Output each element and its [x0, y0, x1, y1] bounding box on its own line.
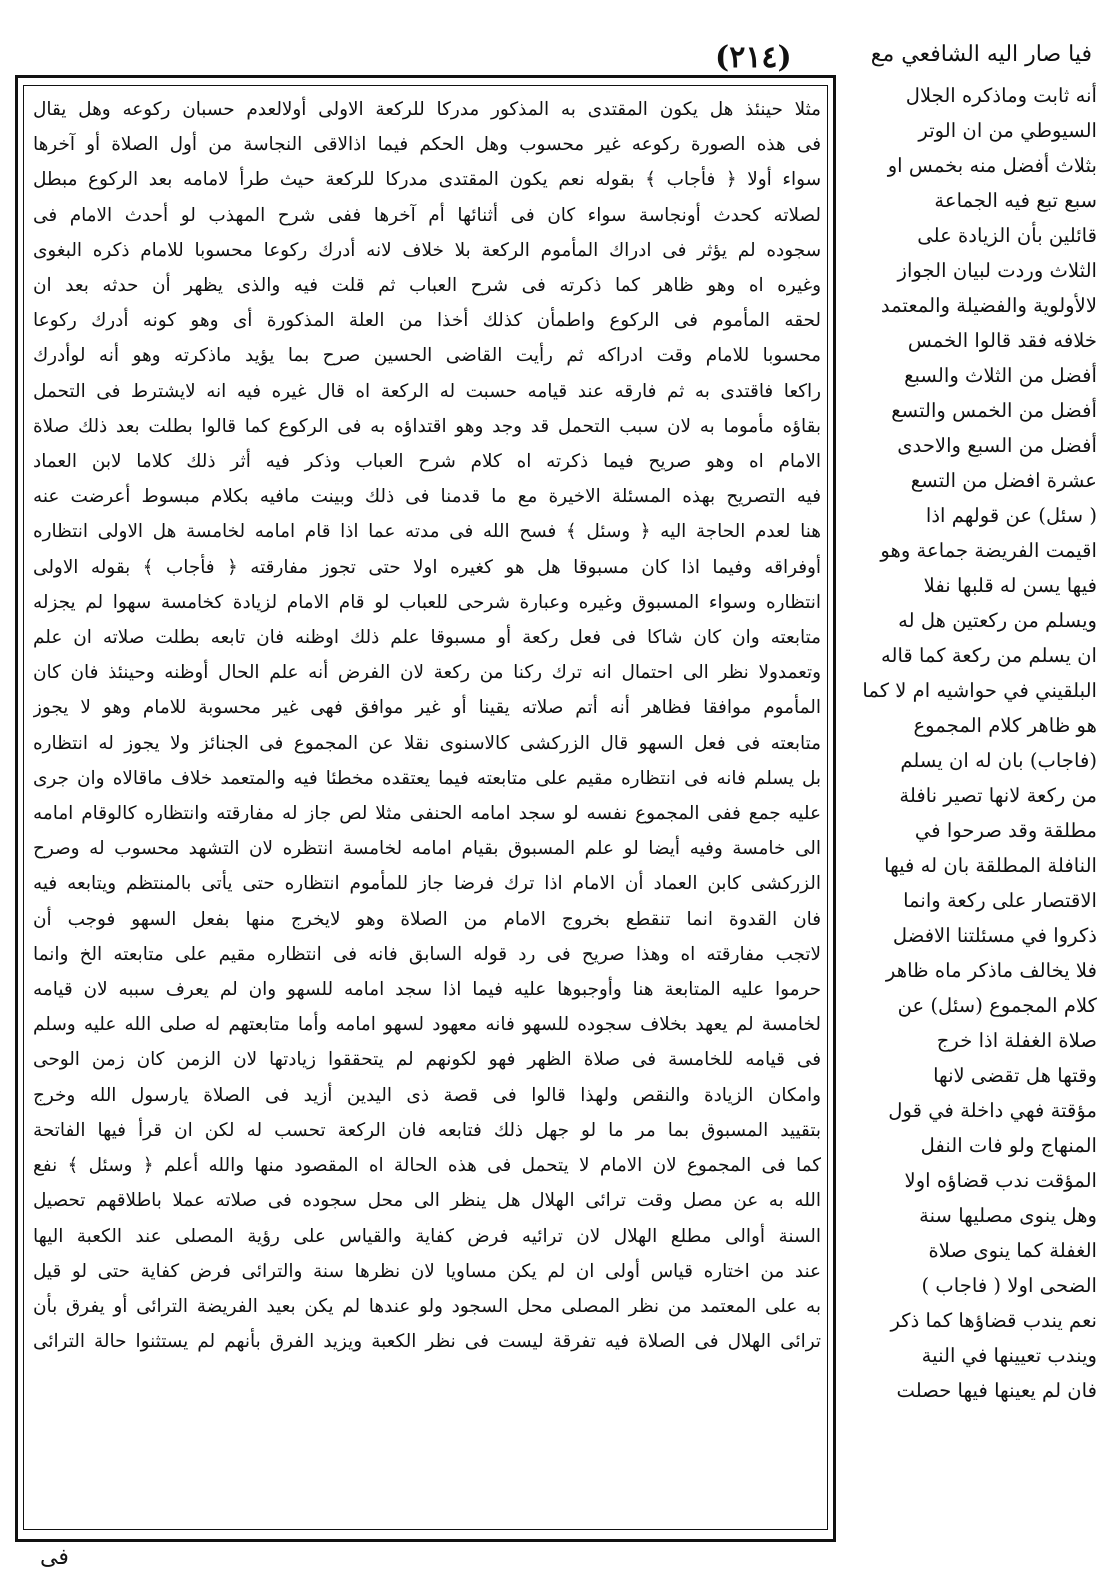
side-column-line: هو ظاهر كلام المجموع	[913, 714, 1097, 737]
side-column-line: أفضل من الثلاث والسبع	[904, 364, 1097, 387]
main-text-line: فان القدوة انما تنقطع بخروج الامام من الصلاة وهو لايخرج منها بفعل السهو فوجب أن	[33, 908, 821, 930]
side-column-line: فان لم يعينها فيها حصلت	[896, 1379, 1097, 1402]
side-column-line: فلا يخالف ماذكر ماه ظاهر	[885, 959, 1097, 982]
side-column-line: أفضل من السبع والاحدى	[897, 434, 1097, 457]
side-column-line: أنه ثابت وماذكره الجلال	[905, 84, 1097, 107]
side-column-line: الاقتصار على ركعة وانما	[903, 889, 1097, 912]
side-column-line: ( سئل) عن قولهم اذا	[925, 504, 1097, 527]
main-text-line: محسوبا للامام وقت ادراكه ثم رأيت القاضى الحسين صرح بما يؤيد ماذكرته وهو أنه لوأدرك	[33, 345, 821, 367]
main-text-line: انتظاره وسواء المسبوق وغيره وعبارة شرحى للعباب لو قام الامام لزيادة كخامسة سهوا لم يجزله	[33, 591, 821, 613]
main-text-line: سجوده لم يؤثر فى ادراك المأموم الركعة بلا خلاف لانه أدرك ركوعا محسوبا للامام ذكره البغوى	[33, 239, 821, 261]
side-column-line: فيها يسن له قلبها نفلا	[923, 574, 1097, 597]
main-text-line: أوفراقه وفيما اذا كان مسبوقا هل هو كغيره اولا حتى تجوز مفارقته ﴿ فأجاب ﴾ بقوله الاولى	[33, 556, 821, 578]
main-text-line: عند من اختاره قياس أولى ان لم يكن مساويا لان نظرها سنة والترائى فرض كفاية حتى لو قيل	[33, 1260, 821, 1282]
side-column-line: نعم يندب قضاؤها كما ذكر	[890, 1309, 1097, 1332]
side-column-line: السيوطي من ان الوتر	[918, 119, 1097, 142]
main-text-line: وتعمدولا نظر الى احتمال انه ترك ركنا من ركعة لان الفرض أنه علم الحال أوظنه وحينئذ فان كان	[33, 662, 821, 684]
side-column-line: وهل ينوى مصليها سنة	[919, 1204, 1097, 1227]
main-text-line: وغيره اه وهو ظاهر كما ذكرته فى شرح العباب ثم قلت فيه والذى يظهر أن حدثه بعد ان	[33, 275, 821, 297]
main-text-line: سواء أولا ﴿ فأجاب ﴾ بقوله نعم يكون المقتدى مدركا للركعة حيث طرأ لامامه بعد الركوع مبطل	[33, 169, 821, 191]
side-column-line: عشرة افضل من التسع	[910, 469, 1097, 492]
margin-header: فيا صار اليه الشافعي مع	[870, 42, 1092, 67]
main-text-line: لصلاته كحدث أونجاسة سواء كان فى أثنائها أم آخرها ففى شرح المهذب لو أحدث الامام فى	[33, 204, 821, 226]
main-text-line: متابعته فى فعل السهو قال الزركشى كالاسنوى نقلا عن المجموع فى الجنائز ولا يجوز له انتظاره	[33, 732, 821, 754]
side-column-line: ويسلم من ركعتين هل له	[898, 609, 1097, 632]
main-text-line: مثلا حينئذ هل يكون المقتدى به المذكور مدركا للركعة الاولى أولالعدم حسبان ركوعه وهل يقال	[33, 99, 821, 120]
side-column-line: كلام المجموع (سئل) عن	[897, 994, 1097, 1017]
side-column-line: مؤقتة فهي داخلة في قول	[888, 1099, 1097, 1122]
side-column-line: صلاة الغفلة اذا خرج	[936, 1029, 1097, 1052]
side-column-line: قائلين بأن الزيادة على	[917, 224, 1097, 247]
side-commentary-column	[842, 78, 1097, 1523]
main-text-line: كما فى المجموع لان الامام لا يتحمل فى هذه الحالة اه المقصود منها والله أعلم ﴿ وسئل ﴾ نفع	[33, 1155, 821, 1177]
catchword: فى	[40, 1545, 69, 1570]
side-column-line: لالأولوية والفضيلة والمعتمد	[880, 294, 1097, 317]
main-text-line: راكعا فاقتدى به ثم فارقه عند قيامه حسبت له الركعة اه قال غيره فيه انه لايشترط فى التحمل	[33, 380, 821, 402]
main-text-line: فى قيامه للخامسة فى صلاة الظهر فهو لكونهم لم يتحققوا زيادتها لان الزمن كان زمن الوحى	[33, 1049, 821, 1071]
main-text-line: لاتجب مفارقته اه وهذا صريح فى رد قوله السابق فانه فى انتظاره مقيم على متابعته الخ وانما	[33, 943, 821, 965]
side-column-line: النافلة المطلقة بان له فيها	[884, 854, 1097, 877]
side-column-line: اقيمت الفريضة جماعة وهو	[880, 539, 1097, 562]
main-text-line: بل يسلم فانه فى انتظاره مقيم على متابعته فيما يعتقده مخطئا فيه والمتعمد خلاف ماقالاه وان جرى	[33, 767, 821, 789]
main-text-line: ترائى الهلال فى الصلاة فيه تفرقة ليست فى نظر الكعبة ويزيد الفرق بأنهم لم يستثنوا حالة الترائى	[33, 1331, 821, 1353]
main-text-line: الامام اه وهو صريح فيما ذكرته اه كلام شرح العباب وذكر فيه أثر ذلك كلاما لابن العماد	[33, 451, 821, 473]
main-text-block	[33, 92, 821, 1527]
side-column-line: ويندب تعيينها في النية	[921, 1344, 1097, 1367]
side-column-line: مطلقة وقد صرحوا في	[914, 819, 1097, 842]
side-column-line: ذكروا في مسئلتنا الافضل	[892, 924, 1097, 947]
main-text-line: المأموم موافقا فظاهر أنه أتم صلاته يقينا أو غير موافق فهى غير محسوبة للامام وهو لا يجوز	[33, 697, 821, 719]
main-text-line: فيه التصريح بهذه المسئلة الاخيرة مع ما قدمنا فى ذلك وبينت مافيه بكلام مبسوط أعرضت عنه	[33, 486, 821, 508]
main-text-line: حرموا عليه المتابعة هنا وأوجبوها عليه فيما اذا سجد امامه للسهو وان لم يعرف سببه لان قيامه	[33, 979, 821, 1001]
side-column-line: الضحى اولا ( فاجاب )	[921, 1274, 1097, 1297]
side-column-line: المنهاج ولو فات النفل	[920, 1134, 1097, 1157]
side-column-line: أفضل من الخمس والتسع	[891, 399, 1097, 422]
main-text-line: متابعته وان كان شاكا فى فعل ركعة أو مسبوقا علم ذلك اوظنه فان تابعه بطلت صلاته ان علم	[33, 627, 821, 649]
side-column-line: الثلاث وردت لبيان الجواز	[897, 259, 1097, 282]
main-text-line: السنة أوالى مطلع الهلال لان ترائيه فرض كفاية والقياس على رؤية المصلى عند الكعبة اليها	[33, 1225, 821, 1247]
side-column-line: خلافه فقد قالوا الخمس	[907, 329, 1097, 352]
side-column-line: من ركعة لانها تصير نافلة	[899, 784, 1097, 807]
main-text-line: هنا لعدم الحاجة اليه ﴿ وسئل ﴾ فسح الله فى مدته عما اذا قام امامه لخامسة هل الاولى انتظاره	[33, 521, 821, 543]
main-text-line: الزركشى كابن العماد أن الامام اذا ترك فرضا جاز للمأموم انتظاره حتى يأتى بالمنتظم ويتابعه فيه	[33, 873, 821, 895]
main-text-line: فى هذه الصورة ركوعه غير محسوب وهل الحكم فيما اذالاقى النجاسة من أول الصلاة أو آخرها	[33, 134, 821, 156]
main-text-line: بقاؤه مأموما به لان سبب التحمل قد وجد وهو اقتداؤه به فى الركوع كما قالوا بطلت بعد ذلك صلاة	[33, 415, 821, 437]
main-text-line: لحقه المأموم فى الركوع واطمأن كذلك أخذا من العلة المذكورة أى وهو كونه أدرك ركوعا	[33, 310, 821, 332]
side-column-line: البلقيني في حواشيه ام لا كما	[862, 679, 1097, 702]
main-text-line: به على المعتمد من نظر المصلى محل السجود ولو عندها لم يكن بعيد الفريضة الترائى أو يفرق بأن	[33, 1295, 821, 1317]
main-text-line: الى خامسة وفيه أيضا لو علم المسبوق بقيام امامه لخامسة انتظره لان التشهد محسوب له وصرح	[33, 838, 821, 860]
main-text-line: وامكان الزيادة والنقص ولهذا قالوا فى قصة ذى اليدين أزيد فى الصلاة يارسول الله وخرج	[33, 1084, 821, 1106]
side-column-line: الغفلة كما ينوى صلاة	[928, 1239, 1097, 1262]
side-column-line: (فاجاب) بان له ان يسلم	[900, 749, 1097, 772]
side-column-line: ان يسلم من ركعة كما قاله	[880, 644, 1097, 667]
side-column-line: سبع تبع فيه الجماعة	[934, 189, 1097, 212]
main-text-line: الله به عن مصل وقت ترائى الهلال هل ينظر الى محل سجوده فى صلاته عملا باطلاقهم تحصيل	[33, 1190, 821, 1212]
side-column-line: المؤقت ندب قضاؤه اولا	[904, 1169, 1097, 1192]
main-text-line: عليه جمع ففى المجموع نفسه لو سجد امامه الحنفى مثلا لص جاز له مفارقته وانتظاره كالوقام امامه	[33, 803, 821, 825]
side-column-line: وقتها هل تقضى لانها	[933, 1064, 1097, 1087]
main-text-line: بتقييد المسبوق بما مر ما لو جهل ذلك فتابعه فان الركعة تحسب له لكن ان قرأ فيها الفاتحة	[33, 1119, 821, 1141]
page-number: (٢١٤)	[715, 40, 792, 75]
main-text-line: لخامسة لم يعهد بخلاف سجوده للسهو فانه معهود لسهو امامه وأما متابعتهم له صلى الله عليه وسلم	[33, 1014, 821, 1036]
side-column-line: بثلاث أفضل منه بخمس او	[887, 154, 1097, 177]
